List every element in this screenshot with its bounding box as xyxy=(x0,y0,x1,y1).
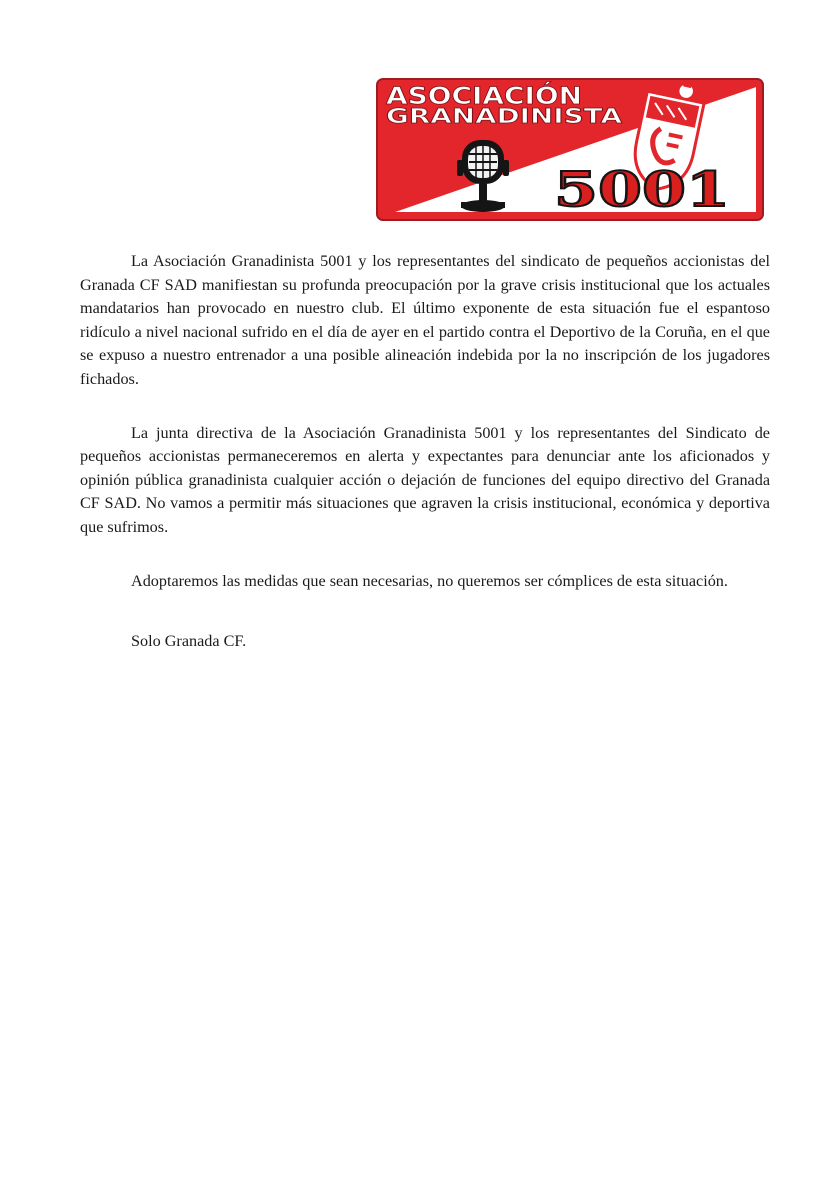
letter-body xyxy=(80,250,770,654)
asociacion-logo xyxy=(376,78,764,221)
logo-number: 5001 xyxy=(554,162,730,218)
logo-graphic xyxy=(376,78,764,221)
paragraph-measures: Adoptaremos las medidas que sean necesarias, no queremos ser cómplices de esta situación. xyxy=(131,571,728,590)
paragraph-concern: La Asociación Granadinista 5001 y los representantes del sindicato de pequeños accionistas del Granada CF SAD manifiestan su profunda preocupación por la grave crisis institucional que los actuales mandatarios han provocado en nuestro club. El último exponente de esta situación fue el espantoso ridículo a nivel nacional sufrido en el día de ayer en el partido contra el Deportivo de la Coruña, en el que se expuso a nuestro entrenador a una posible alineación indebida por la no inscripción de los jugadores fichados. xyxy=(80,252,770,388)
logo-title-line1: ASOCIACIÓN xyxy=(386,82,555,110)
paragraph-alert: La junta directiva de la Asociación Granadinista 5001 y los representantes del Sindicato de pequeños accionistas permaneceremos en alerta y expectantes para denunciar ante los aficionados y opinión pública granadinista cualquier acción o dejación de funciones del equipo directivo del Granada CF SAD. No vamos a permitir más situaciones que agraven la crisis institucional, económica y deportiva que sufrimos. xyxy=(80,423,770,536)
paragraph-closing: Solo Granada CF. xyxy=(131,632,247,651)
logo-title-line2: GRANADINISTA xyxy=(386,104,623,128)
